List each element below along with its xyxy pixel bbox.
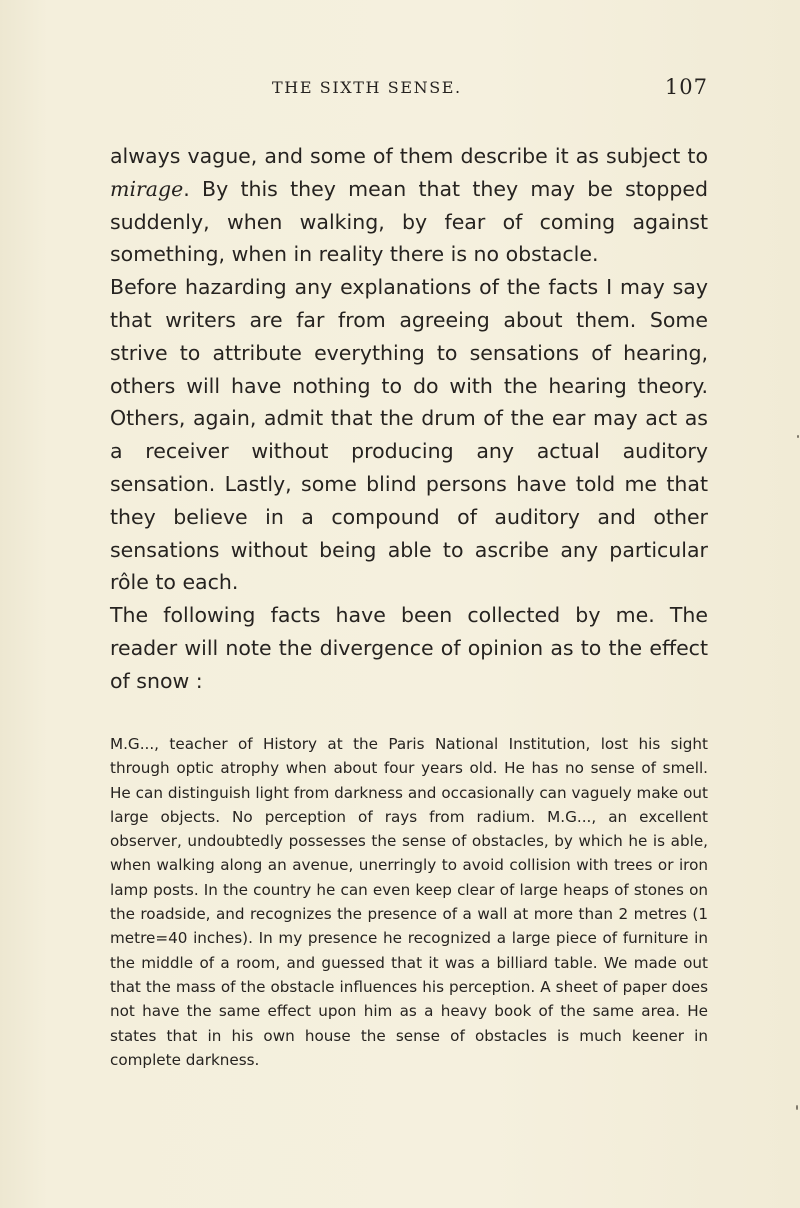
paper-speck bbox=[796, 1105, 798, 1110]
paragraph-1 bbox=[110, 140, 708, 271]
page-number: 107 bbox=[664, 75, 708, 99]
italic-term: mirage bbox=[110, 176, 184, 201]
page-header bbox=[110, 75, 708, 104]
paragraph-1-start: always vague, and some of them describe it as subject to bbox=[110, 144, 708, 168]
paragraph-3: The following facts have been collected by me. The reader will note the divergence of opinion as to the effect of snow : bbox=[110, 603, 708, 693]
main-text bbox=[110, 140, 708, 698]
paragraph-2: Before hazarding any explanations of the facts I may say that writers are far from agreeing about them. Some strive to attribute everything to sensations of hearing, others will have nothing to do with the hearing theory. Others, again, admit that the drum of the ear may act as a receiver without producing any actual auditory sensation. Lastly, some blind persons have told me that they believe in a compound of auditory and other sensations without being able to ascribe any particular rôle to each. bbox=[110, 275, 708, 595]
running-head: THE SIXTH SENSE. bbox=[272, 78, 462, 97]
paragraph-1-end: . By this they mean that they may be stopped suddenly, when walking, by fear of coming against something, when in reality there is no obstacle. bbox=[110, 176, 708, 267]
case-extract-paragraph: M.G..., teacher of History at the Paris National Institution, lost his sight through optic atrophy when about four years old. He has no sense of smell. He can distinguish light from darkness and occasionally can vaguely make out large objects. No perception of rays from radium. M.G..., an excellent observer, undoubtedly possesses the sense of obstacles, by which he is able, when walking along an avenue, unerringly to avoid collision with trees or iron lamp posts. In the country he can even keep clear of large heaps of stones on the roadside, and recognizes the presence of a wall at more than 2 metres (1 metre=40 inches). In my presence he recognized a large piece of furniture in the middle of a room, and guessed that it was a billiard table. We made out that the mass of the obstacle influences his perception. A sheet of paper does not have the same effect upon him as a heavy book of the same area. He states that in his own house the sense of obstacles is much keener in complete darkness. bbox=[110, 735, 708, 1069]
case-extract bbox=[110, 732, 708, 1072]
paper-speck bbox=[797, 435, 799, 438]
